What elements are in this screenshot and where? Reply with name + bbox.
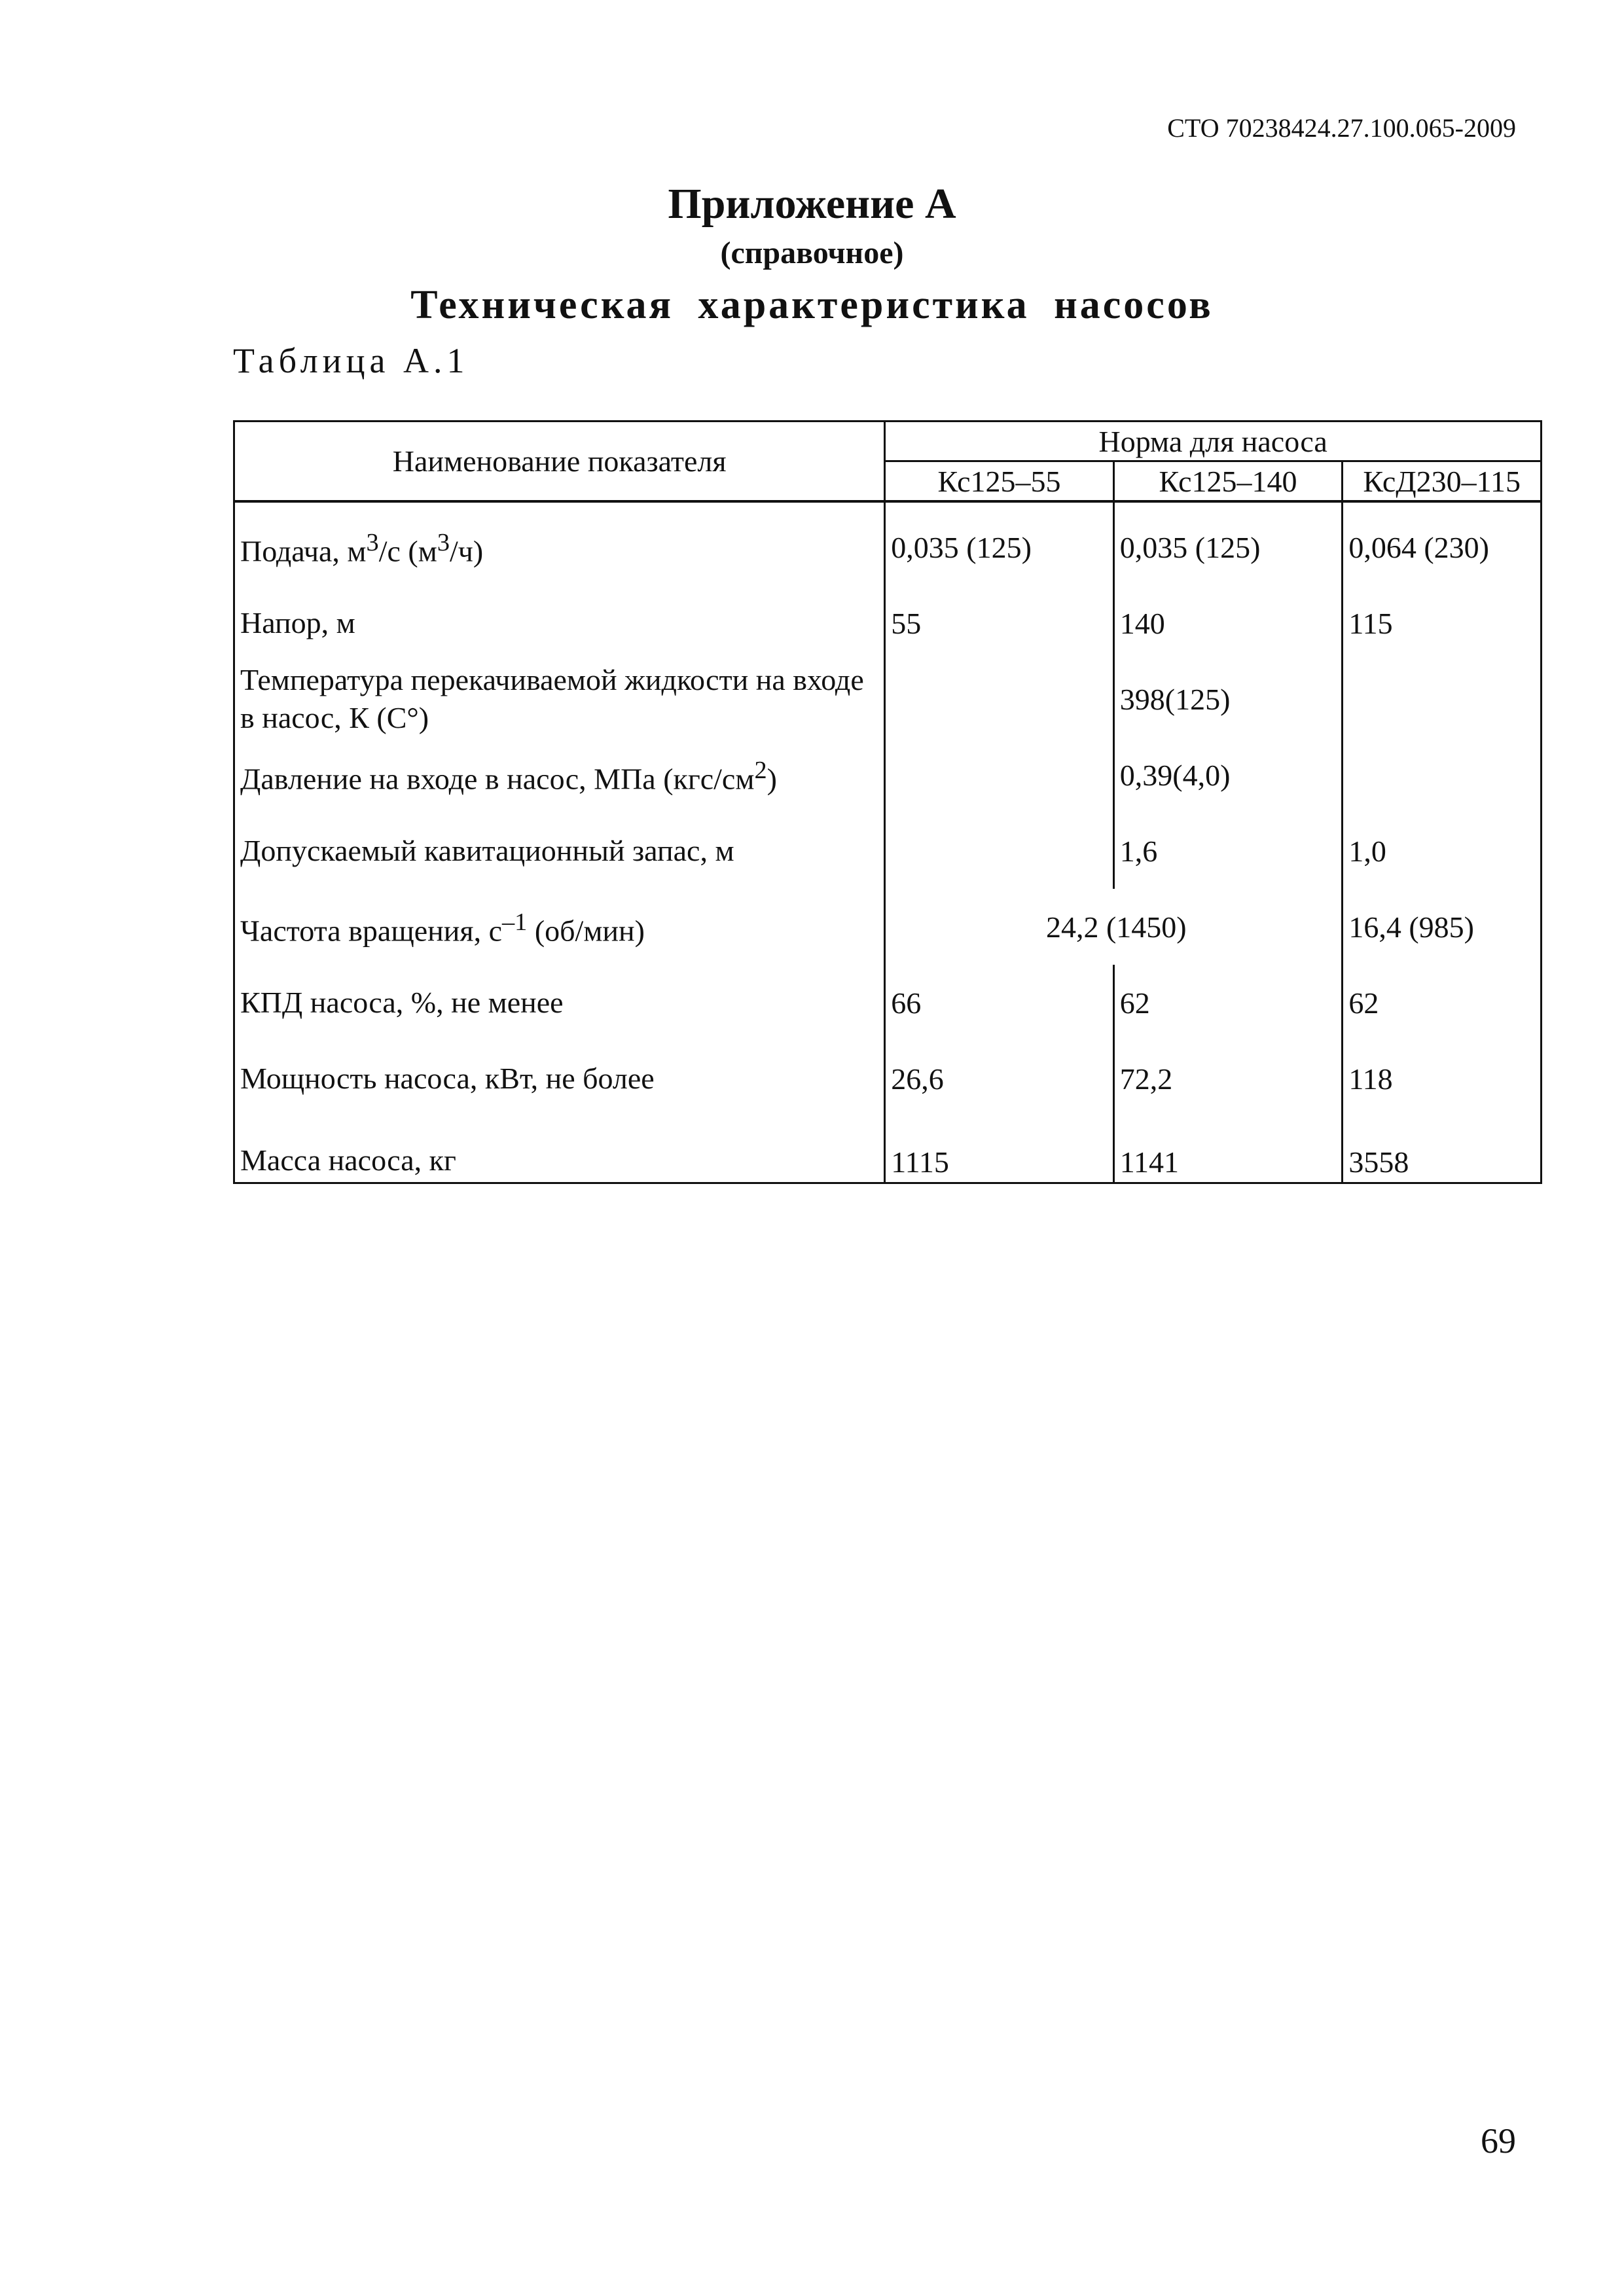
value-cell: 62 (1343, 965, 1542, 1041)
table-row (234, 813, 1542, 889)
value-cell: 0,064 (230) (1343, 509, 1542, 585)
value-cell: 0,035 (125) (1113, 509, 1343, 585)
title-block (0, 177, 1624, 335)
column-header-pump: КсД230–115 (1343, 461, 1542, 502)
column-header-pump: Кс125–140 (1113, 461, 1343, 502)
value-cell: 3558 (1343, 1117, 1542, 1183)
column-header-pump: Кс125–55 (885, 461, 1113, 502)
value-cell: 0,035 (125) (885, 509, 1113, 585)
column-group-header: Норма для насоса (885, 422, 1542, 461)
value-cell-merged: 24,2 (1450) (885, 889, 1343, 965)
parameter-name: КПД насоса, %, не менее (234, 965, 885, 1041)
appendix-title: Приложение А (668, 180, 956, 228)
table-row (234, 661, 1542, 737)
value-cell (885, 813, 1113, 889)
parameter-name: Частота вращения, $с^{-1}$ (об/мин) (234, 889, 885, 965)
parameter-name: Мощность насоса, кВт, не более (234, 1041, 885, 1117)
table-body (234, 509, 1542, 1183)
column-header-parameter: Наименование показателя (234, 422, 885, 502)
value-cell: 16,4 (985) (1343, 889, 1542, 965)
value-cell: 115 (1343, 585, 1542, 661)
value-cell: 118 (1343, 1041, 1542, 1117)
header-separator (234, 501, 1542, 509)
page-title: Техническая характеристика насосов (410, 283, 1214, 327)
value-cell: 398(125) (1113, 661, 1343, 737)
value-cell (885, 737, 1113, 813)
value-cell: 26,6 (885, 1041, 1113, 1117)
value-cell (1343, 737, 1542, 813)
value-cell: 62 (1113, 965, 1343, 1041)
table-row (234, 737, 1542, 813)
parameter-name: Температура перекачиваемой жидкости на входе в насос, К (С°) (234, 661, 885, 737)
value-cell (1343, 661, 1542, 737)
value-cell: 1141 (1113, 1117, 1343, 1183)
value-cell: 1115 (885, 1117, 1113, 1183)
table-caption: Таблица А.1 (233, 341, 469, 380)
pump-spec-table (233, 420, 1542, 1184)
value-cell: 1,0 (1343, 813, 1542, 889)
document-code: СТО 70238424.27.100.065-2009 (1167, 113, 1516, 143)
parameter-name: Напор, м (234, 585, 885, 661)
parameter-name: Давление на входе в насос, МПа $(кгс/см^2)$ (234, 737, 885, 813)
value-cell: 1,6 (1113, 813, 1343, 889)
table-row (234, 1117, 1542, 1183)
page-number: 69 (1481, 2121, 1516, 2161)
table-row (234, 965, 1542, 1041)
table-row (234, 1041, 1542, 1117)
value-cell (885, 661, 1113, 737)
parameter-name: Допускаемый кавитационный запас, м (234, 813, 885, 889)
table-row (234, 509, 1542, 585)
value-cell: 0,39(4,0) (1113, 737, 1343, 813)
appendix-note: (справочное) (720, 236, 904, 270)
parameter-name: Подача, $м^3/с$ $(м^3/ч)$ (234, 509, 885, 585)
table-row (234, 585, 1542, 661)
parameter-name: Масса насоса, кг (234, 1117, 885, 1183)
value-cell: 55 (885, 585, 1113, 661)
value-cell: 140 (1113, 585, 1343, 661)
value-cell: 66 (885, 965, 1113, 1041)
value-cell: 72,2 (1113, 1041, 1343, 1117)
table-row (234, 889, 1542, 965)
